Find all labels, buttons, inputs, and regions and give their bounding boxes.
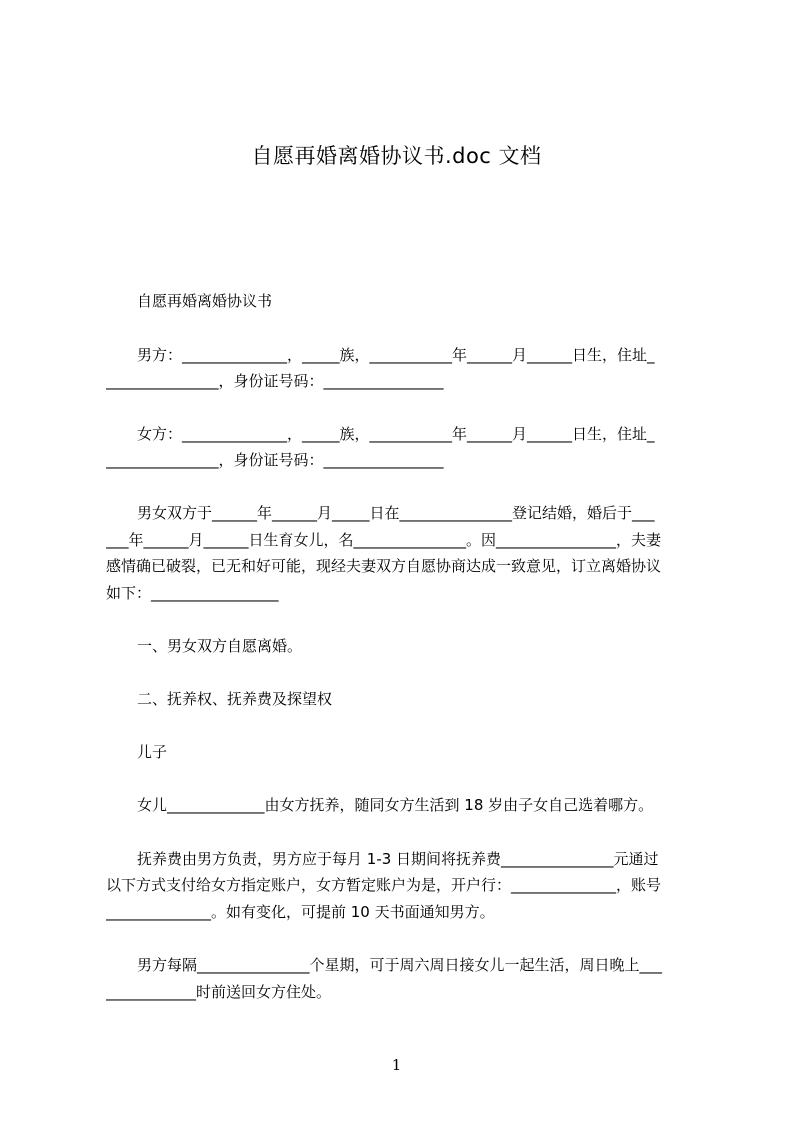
section-1-heading: 一、男女双方自愿离婚。 <box>137 637 303 655</box>
woman-info-line-1: 女方：______________，_____族，___________年______月______日生，住址_ <box>137 425 655 443</box>
section-2-heading: 二、抚养权、抚养费及探望权 <box>137 690 333 708</box>
support-line-1: 抚养费由男方负责，男方应于每月 1-3 日期间将抚养费_______________元通过 <box>137 850 659 868</box>
son-label: 儿子 <box>137 743 168 761</box>
visit-line-1: 男方每隔_______________个星期，可于周六周日接女儿一起生活，周日晚上___ <box>137 956 663 974</box>
marriage-line-1: 男女双方于______年______月_____日在_______________登记结婚，婚后于___ <box>137 504 655 522</box>
man-info-line-1: 男方：______________，_____族，___________年______月______日生，住址_ <box>137 346 655 364</box>
marriage-line-3: 感情确已破裂，已无和好可能，现经夫妻双方自愿协商达成一致意见，订立离婚协议 <box>106 557 662 575</box>
support-line-2: 以下方式支付给女方指定账户，女方暂定账户为是，开户行：______________，账号 <box>106 876 662 894</box>
visit-line-2: ____________时前送回女方住处。 <box>106 983 332 1001</box>
document-title: 自愿再婚离婚协议书.doc 文档 <box>251 144 542 168</box>
support-line-3: ______________。如有变化，可提前 10 天书面通知男方。 <box>106 903 495 921</box>
marriage-line-4: 如下：_________________ <box>106 584 279 602</box>
daughter-custody-line: 女儿_____________由女方抚养，随同女方生活到 18 岁由子女自己选着哪方。 <box>137 796 654 814</box>
woman-info-line-2: _______________，身份证号码：________________ <box>106 451 444 469</box>
marriage-line-2: ___年______月______日生育女儿，名_______________。因________________，夫妻 <box>106 531 662 549</box>
agreement-heading: 自愿再婚离婚协议书 <box>137 292 273 310</box>
man-info-line-2: _______________，身份证号码：________________ <box>106 372 444 390</box>
page-number: 1 <box>391 1056 402 1074</box>
